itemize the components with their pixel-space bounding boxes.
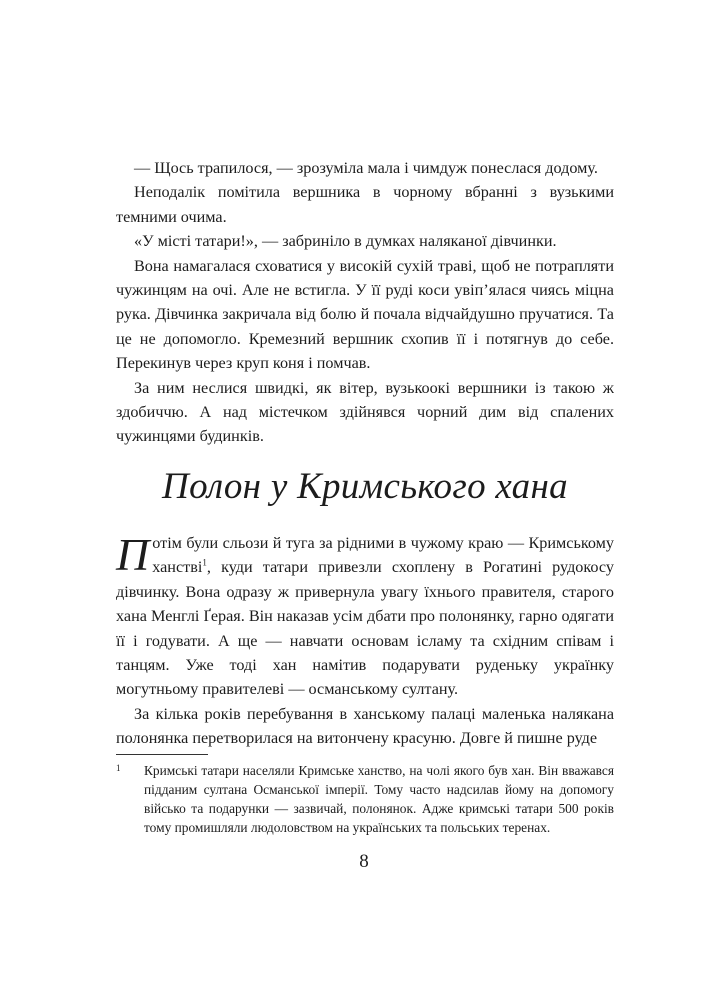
footnote-text: Кримські татари населяли Кримське ханство, на чолі якого був хан. Він вважався підданим султана Османської імперії. Тому часто надсилав йому на допомогу військо та подарунки — зазвичай, полонянок. Адже кримські татари 500 років тому промишляли людоловством на українських та польських теренах. (144, 763, 614, 835)
paragraph: «У місті татари!», — забриніло в думках наляканої дівчинки. (134, 232, 557, 251)
paragraph-text: , куди татари привезли схоплену в Рогатині рудокосу дівчинку. Вона одразу ж привернула увагу їхнього правителя, старого хана Менглі Ґерая. Він наказав усім дбати про полонянку, гарно одягати її і годувати. А ще — навчати основам ісламу та східним співам і танцям. Уже тоді хан намітив подарувати руденьку українку могутньому правителеві — османському султану. (116, 558, 614, 699)
page-number: 8 (359, 851, 369, 872)
paragraph: За ним неслися швидкі, як вітер, вузькоокі вершники із такою ж здобиччю. А над містечком здійнявся чорний дим від спалених чужинцями будинків. (116, 378, 614, 446)
drop-cap: П (116, 529, 150, 580)
paragraph (116, 531, 614, 702)
footnote-marker: 1 (116, 763, 121, 773)
footnote (116, 761, 614, 837)
paragraph: Вона намагалася сховатися у високій сухій траві, щоб не потрапляти чужинцям на очі. Але не встигла. У її руді коси увіп’ялася чиясь міцна рука. Дівчинка закричала від болю й почала відчайдушно пручатися. Та це не допомогло. Кремезний вершник схопив її і потягнув до себе. Перекинув через круп коня і помчав. (116, 256, 614, 373)
story-text-block (116, 156, 614, 449)
paragraph-text: отім були сльози й туга за рідними в чужому краю — Кримському ханстві (152, 534, 614, 577)
footnote-reference[interactable]: 1 (202, 558, 207, 569)
paragraph: Неподалік помітила вершника в чорному вбранні з вузькими темними очима. (116, 183, 614, 226)
paragraph: — Щось трапилося, — зрозуміла мала і чимдуж понеслася додому. (134, 159, 598, 177)
chapter-text-block (116, 531, 614, 751)
chapter-title: Полон у Кримського хана (162, 466, 568, 507)
footnote-divider (116, 754, 208, 755)
paragraph: За кілька років перебування в ханському палаці маленька налякана полонянка перетворилася на витончену красуню. Довге й пишне руде (116, 704, 614, 748)
